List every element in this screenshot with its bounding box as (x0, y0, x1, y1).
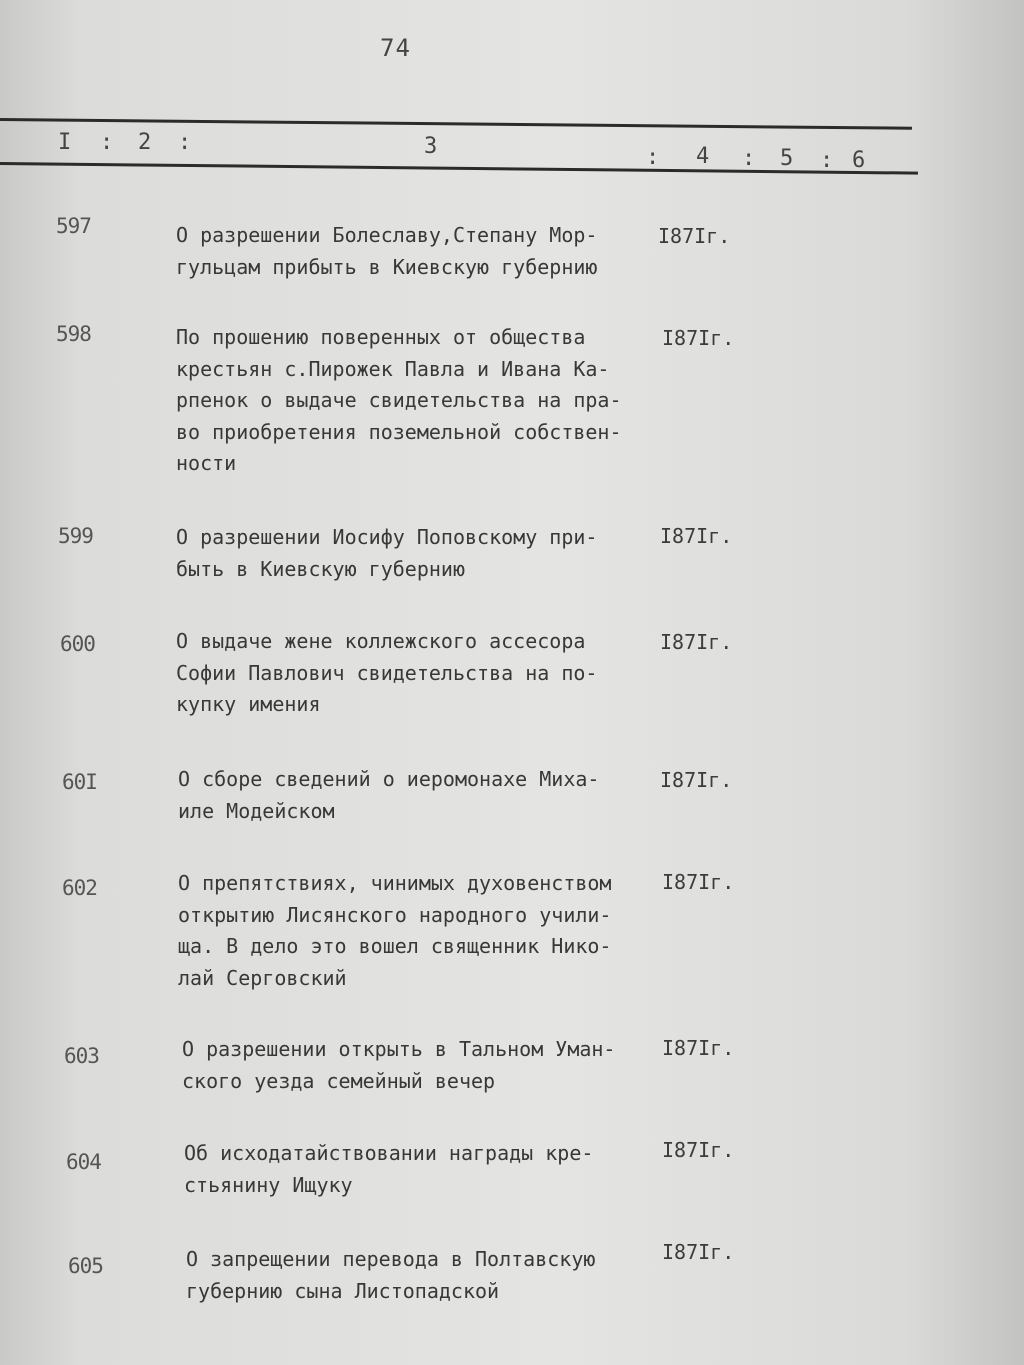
entry-text (176, 220, 597, 283)
entry-text (178, 764, 599, 827)
entry-line: купку имения (176, 692, 321, 716)
entry-text (176, 322, 622, 480)
entry-number: 600 (60, 632, 95, 656)
entry-text (182, 1034, 615, 1097)
entry-year: I87Iг. (662, 1240, 735, 1264)
column-header-1: I (58, 130, 72, 155)
entry-line: губернию сына Листопадской (186, 1278, 500, 1303)
entry-line: О сборе сведений о иеромонахе Миха- (178, 767, 600, 791)
entry-line: О выдаче жене коллежского ассесора (176, 629, 586, 653)
entry-line: Софии Павлович свидетельства на по- (176, 660, 598, 685)
entry-line: открытию Лисянского народного учили- (178, 902, 612, 927)
entry-line: крестьян с.Пирожек Павла и Ивана Ка- (176, 356, 610, 381)
entry-year: I87Iг. (658, 224, 731, 248)
entry-line: гульцам прибыть в Киевскую губернию (176, 254, 598, 279)
entry-line: Об исходатайствовании награды кре- (184, 1141, 594, 1165)
entry-year: I87Iг. (662, 1036, 735, 1060)
entry-line: О разрешении открыть в Тальном Уман- (182, 1037, 616, 1061)
entry-line: ности (176, 451, 237, 475)
entry-line: О разрешении Болеславу,Степану Мор- (176, 223, 598, 247)
entry-number: 598 (56, 322, 91, 346)
entry-line: лай Серговский (178, 965, 347, 990)
entry-text (184, 1138, 593, 1201)
entry-text (178, 868, 611, 994)
column-header-5: 5 (780, 146, 794, 171)
column-header-2: 2 (138, 130, 152, 155)
entry-number: 599 (58, 524, 93, 548)
entry-line: стьянину Ищуку (184, 1172, 353, 1197)
entry-year: I87Iг. (660, 524, 733, 548)
entry-year: I87Iг. (660, 630, 733, 654)
entry-text (176, 626, 597, 721)
column-separator: : (100, 130, 114, 155)
entry-line: По прошению поверенных от общества (176, 325, 586, 349)
column-separator: : (178, 130, 192, 155)
column-separator: : (820, 148, 834, 173)
entry-line: О запрещении перевода в Полтавскую (186, 1247, 596, 1271)
entry-year: I87Iг. (662, 326, 735, 350)
entry-number: 605 (68, 1254, 103, 1278)
entry-line: рпенок о выдаче свидетельства на пра- (176, 388, 622, 412)
entry-line: во приобретения поземельной собствен- (176, 419, 622, 444)
page-number: 74 (380, 34, 411, 62)
entry-year: I87Iг. (662, 870, 735, 894)
column-separator: : (646, 145, 660, 170)
entry-number: 60I (62, 770, 97, 794)
column-header-3: 3 (424, 134, 438, 159)
entry-year: I87Iг. (662, 1138, 735, 1162)
entry-line: иле Модейском (178, 798, 335, 823)
entry-number: 597 (56, 214, 91, 238)
entry-text (176, 522, 597, 585)
column-header-6: 6 (852, 148, 866, 173)
column-separator: : (742, 146, 756, 171)
entry-line: быть в Киевскую губернию (176, 556, 465, 581)
entry-year: I87Iг. (660, 768, 733, 792)
entry-number: 603 (64, 1044, 99, 1068)
entry-number: 602 (62, 876, 97, 900)
entry-number: 604 (66, 1150, 101, 1174)
entry-text (186, 1244, 595, 1307)
entry-line: ща. В дело это вошел священник Нико- (178, 934, 612, 958)
entry-line: О препятствиях, чинимых духовенством (178, 871, 612, 895)
entry-line: ского уезда семейный вечер (182, 1068, 496, 1093)
column-header-4: 4 (696, 144, 710, 169)
entry-line: О разрешении Иосифу Поповскому при- (176, 525, 598, 549)
